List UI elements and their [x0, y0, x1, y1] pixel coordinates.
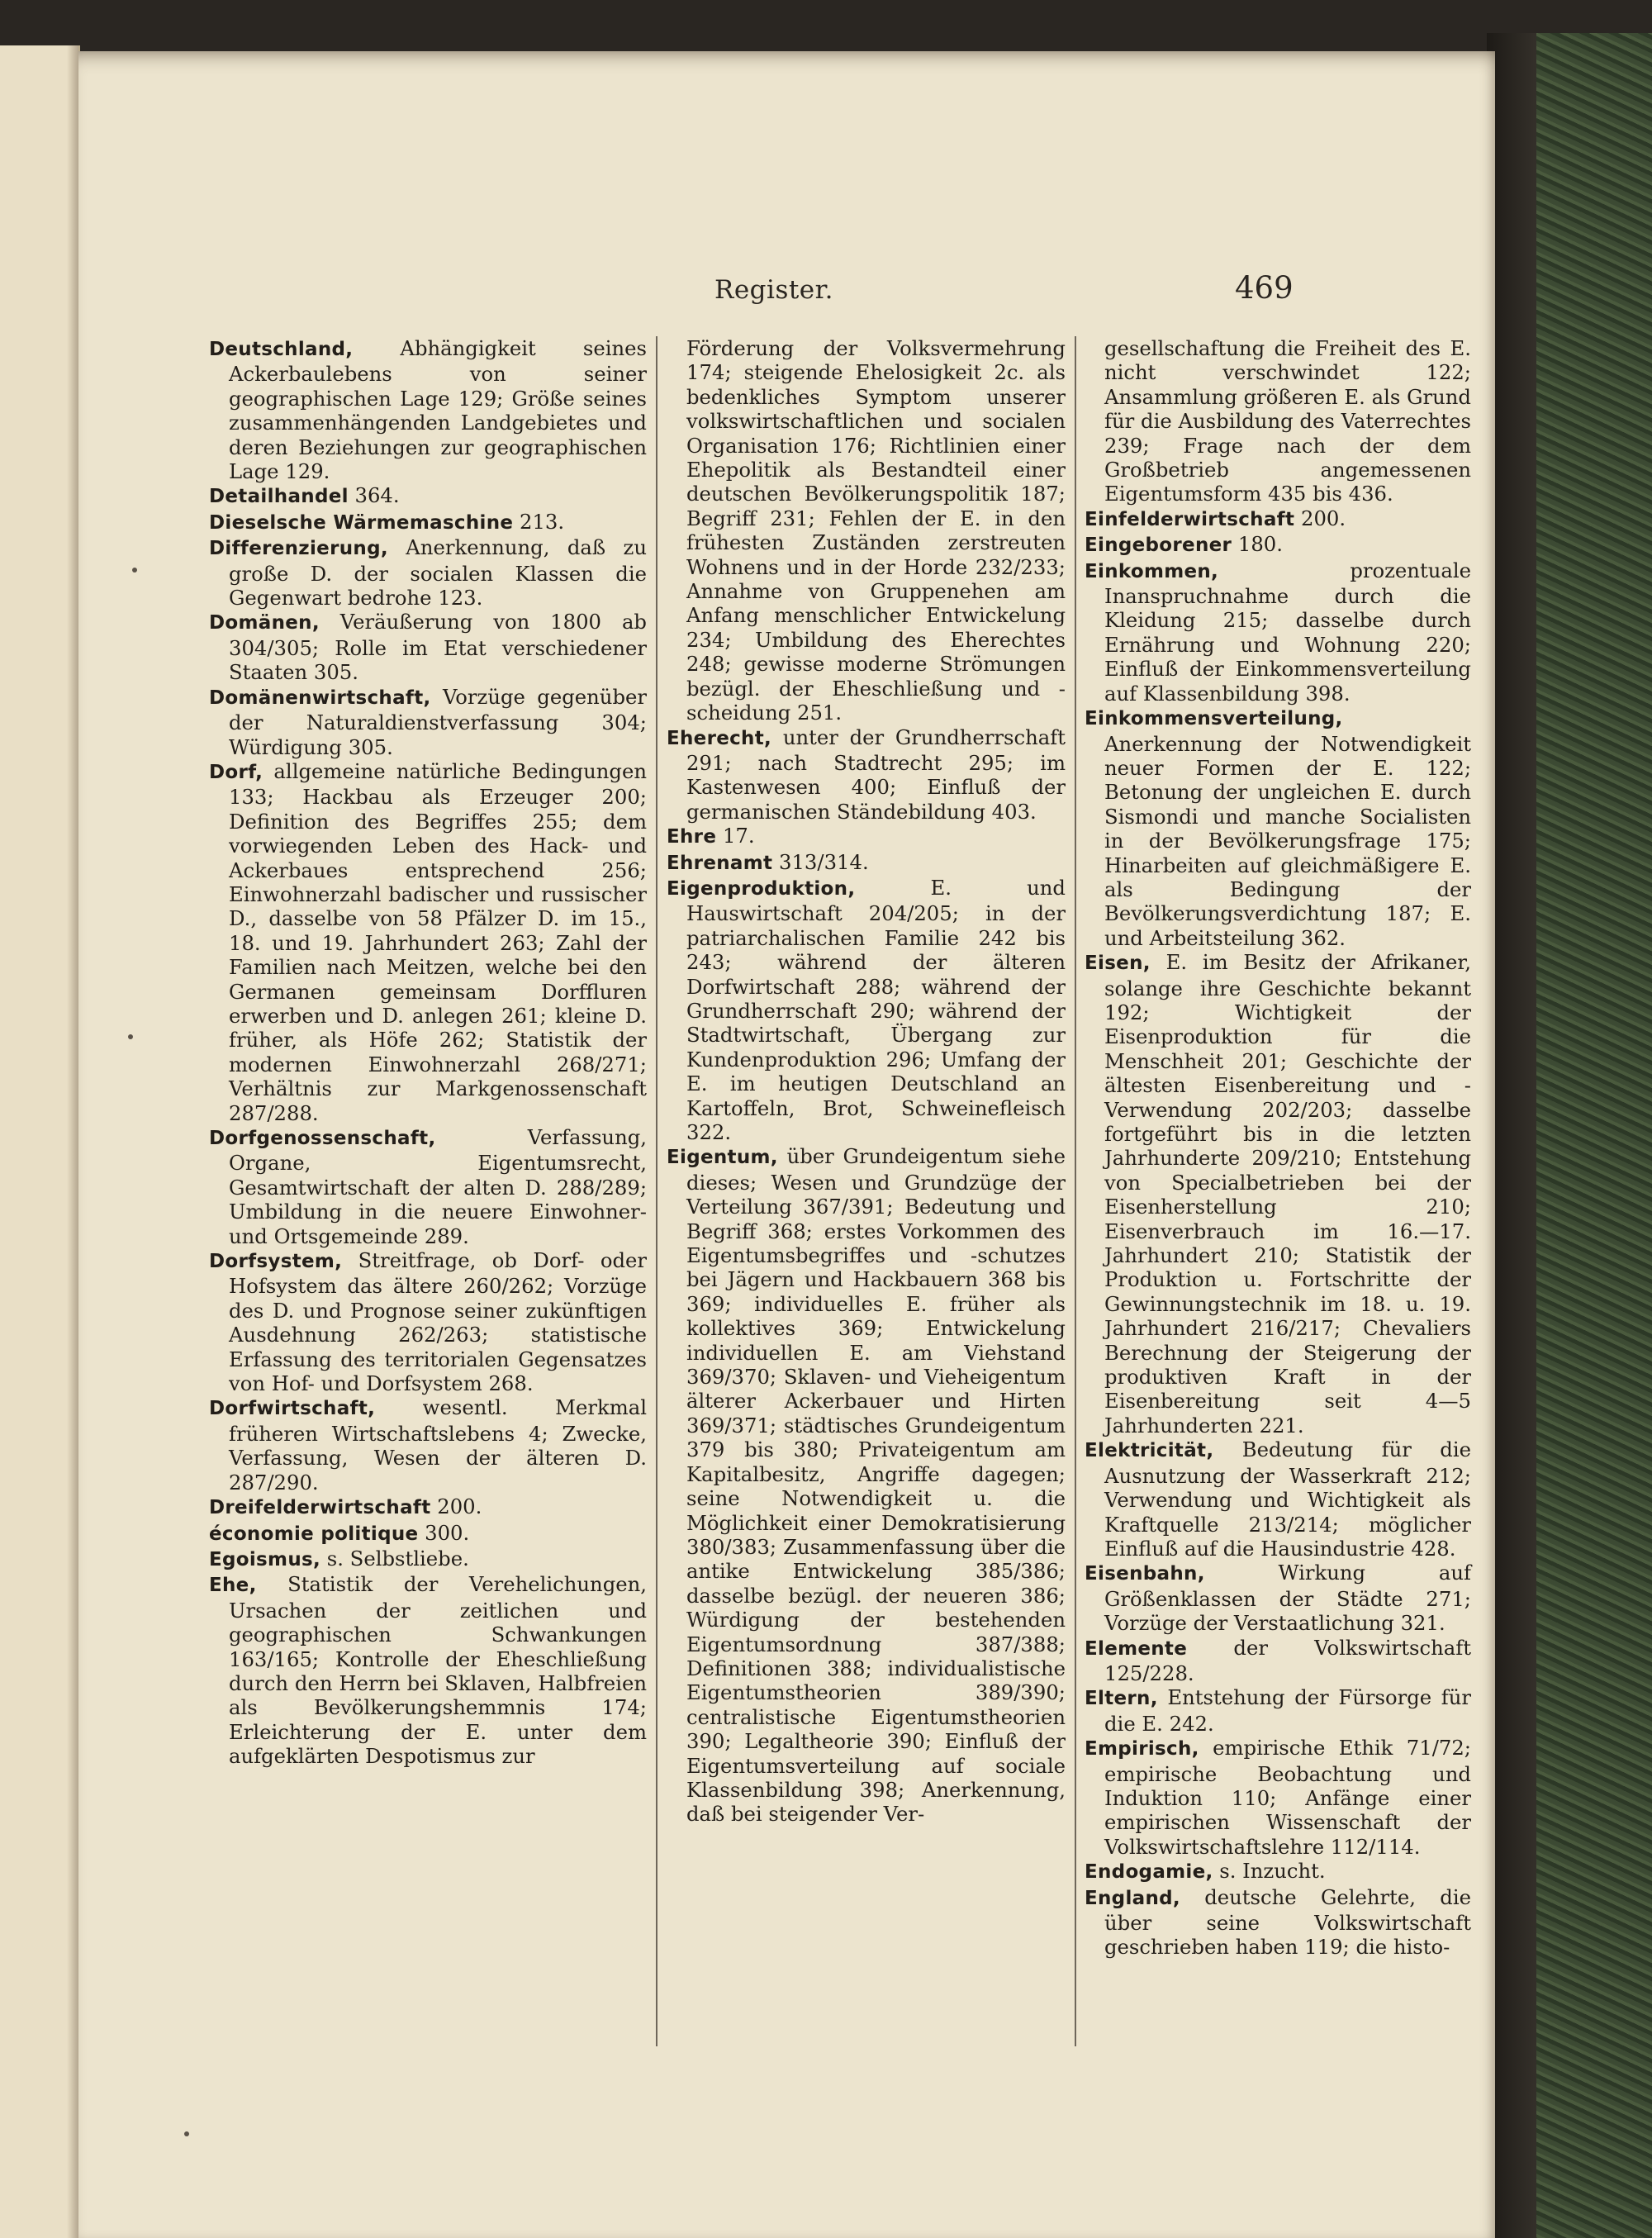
- index-references: allgemeine natürliche Bedingungen 133; Hackbau als Erzeuger 200; Definition des Begriffes 255; dem vorwiegenden Leben des Hack- und Ackerbaues entsprechend 256; Einwohnerzahl badischer und russischer D., dasselbe von 58 Pfälzer D. im 15., 18. und 19. Jahrhundert 263; Zahl der Familien nach Meitzen, welche bei den Germanen gemeinsam Dorffluren erwerben und D. anlegen 261; kleine D. früher, als Höfe 262; Statistik der modernen Einwohnerzahl 268/271; Verhältnis zur Markgenossenschaft 287/288.: [229, 758, 647, 1125]
- index-references: E. und Hauswirtschaft 204/205; in der patriarchalischen Familie 242 bis 243; während der älteren Dorfwirtschaft 288; während der Grundherrschaft 290; während der Stadtwirtschaft, Übergang zur Kundenproduktion 296; Umfang der E. im heutigen Deutschland an Kartoffeln, Brot, Schweinefleisch 322.: [686, 875, 1066, 1144]
- index-references: deutsche Gelehrte, die über seine Volkswirtschaft geschrieben haben 119; die histo-: [1104, 1884, 1471, 1960]
- index-headword: Elektricität,: [1085, 1440, 1214, 1462]
- index-entry: [667, 850, 1066, 876]
- index-headword: Eigentum,: [667, 1147, 778, 1169]
- index-headword: Elemente: [1085, 1637, 1188, 1660]
- index-headword: Ehe,: [209, 1575, 257, 1597]
- index-references: 364.: [348, 483, 400, 508]
- index-headword: Deutschland,: [209, 339, 354, 360]
- index-headword: Eigenproduktion,: [667, 877, 856, 900]
- index-references: gesellschaftung die Freiheit des E. nicht verschwindet 122; Ansammlung größeren E. als Grund für die Ausbildung des Vaterrechtes 239; Frage nach der dem Großbetrieb angemessenen Eigentumsform 435 bis 436.: [1104, 336, 1471, 506]
- index-references: Anerkennung, daß zu große D. der socialen Klassen die Gegenwart bedrohe 123.: [229, 535, 647, 611]
- book-page: [78, 51, 1495, 2238]
- index-entry: [1085, 1437, 1471, 1561]
- index-references: Streitfrage, ob Dorf- oder Hofsystem das ältere 260/262; Vorzüge des D. und Prognose seiner zukünftigen Ausdehnung 262/263; statistische Erfassung des territorialen Gegensatzes von Hof- und Dorfsystem 268.: [229, 1248, 647, 1396]
- index-entry: [1085, 1885, 1471, 1960]
- index-references: Statistik der Verehelichungen, Ursachen der zeitlichen und geographischen Schwankungen 163/165; Kontrolle der Eheschließung durch den Herrn bei Sklaven, Halbfreien als Bevölkerungshemmnis 174; Erleichterung der E. unter dem aufgeklärten Despotismus zur: [229, 1572, 647, 1769]
- index-references: wesentl. Merkmal früheren Wirtschaftslebens 4; Zwecke, Verfassung, Wesen der älteren D. 287/290.: [229, 1395, 647, 1494]
- index-entry: [1085, 1859, 1471, 1884]
- paper-speck: [128, 1034, 133, 1039]
- index-references: 17.: [716, 824, 755, 848]
- book-binding: [1487, 33, 1652, 2238]
- index-references: 213.: [513, 509, 565, 534]
- index-references: 313/314.: [772, 849, 869, 874]
- index-references: der Volkswirtschaft 125/228.: [1104, 1635, 1471, 1685]
- index-column-3: [1085, 336, 1471, 1960]
- index-references: 180.: [1232, 532, 1283, 557]
- running-head: Register.: [714, 275, 833, 305]
- index-headword: Eltern,: [1085, 1688, 1158, 1710]
- index-headword: England,: [1085, 1887, 1180, 1909]
- column-rule: [656, 336, 657, 2046]
- index-headword: Detailhandel: [209, 486, 349, 508]
- column-rule: [1075, 336, 1076, 2046]
- index-entry: [209, 535, 647, 610]
- index-references: 300.: [418, 1520, 470, 1545]
- index-entry: [667, 1144, 1066, 1826]
- paper-speck: [184, 2131, 189, 2136]
- index-headword: Eisenbahn,: [1085, 1563, 1205, 1585]
- index-entry: [209, 610, 647, 684]
- index-entry: [209, 1494, 647, 1520]
- index-headword: Ehre: [667, 826, 717, 848]
- index-references: E. im Besitz der Afrikaner, solange ihre Geschichte bekannt 192; Wichtigkeit der Eisenproduktion für die Menschheit 201; Geschichte der ältesten Eisenbereitung und -Verwendung 202/203; dasselbe fortgeführt bis in die letzten Jahrhunderte 209/210; Entstehung von Specialbetrieben bei der Eisenherstellung 210; Eisenverbrauch im 16.—17. Jahrhundert 210; Statistik der Produktion u. Fortschritte der Gewinnungstechnik im 18. u. 19. Jahrhundert 216/217; Chevaliers Berechnung der Steigerung der produktiven Kraft in der Eisenbereitung seit 4—5 Jahrhunderten 221.: [1104, 950, 1471, 1437]
- index-references: unter der Grundherrschaft 291; nach Stadtrecht 295; im Kastenwesen 400; Einfluß der germanischen Ständebildung 403.: [686, 725, 1066, 824]
- index-entry: [1085, 336, 1471, 506]
- index-entry: [209, 759, 647, 1125]
- index-references: über Grundeigentum siehe dieses; Wesen und Grundzüge der Verteilung 367/391; Bedeutung und Begriff 368; erstes Vorkommen des Eigentumsbegriffes und -schutzes bei Jägern und Hackbauern 368 bis 369; individuelles E. früher als kollektives 369; Entwickelung individuellen E. am Viehstand 369/370; Sklaven- und Vieheigentum älterer Ackerbauer und Hirten 369/371; städtisches Grundeigentum 379 bis 380; Privateigentum am Kapitalbesitz, Angriffe dagegen; seine Notwendigkeit u. die Möglichkeit einer Demokratisierung 380/383; Zusammenfassung über die antike Entwickelung 385/386; dasselbe bezügl. der neueren 386; Würdigung der bestehenden Eigentumsordnung 387/388; Definitionen 388; individualistische Eigentumstheorien 389/390; centralistische Eigentumstheorien 390; Legaltheorie 390; Einfluß der Eigentumsverteilung auf sociale Klassenbildung 398; Anerkennung, daß bei steigender Ver-: [686, 1144, 1066, 1827]
- index-references: s. Inzucht.: [1213, 1859, 1326, 1884]
- index-headword: Dorfwirtschaft,: [209, 1398, 376, 1420]
- index-references: Vorzüge gegenüber der Naturaldienstverfassung 304; Würdigung 305.: [229, 684, 647, 759]
- index-entry: [1085, 1736, 1471, 1859]
- index-column-2: [667, 336, 1066, 1827]
- index-entry: [667, 336, 1066, 725]
- index-entry: [1085, 1636, 1471, 1686]
- index-references: Anerkennung der Notwendigkeit neuer Formen der E. 122; Betonung der ungleichen E. durch Sismondi und manche Socialisten in der Bevölkerungsfrage 175; Hinarbeiten auf gleichmäßigere E. als Bedingung der Bevölkerungsverdichtung 187; E. und Arbeitsteilung 362.: [1104, 731, 1471, 950]
- index-headword: Dorf,: [209, 761, 263, 783]
- index-references: Verfassung, Organe, Eigentumsrecht, Gesamtwirtschaft der alten D. 288/289; Umbildung in die neuere Einwohner- und Ortsgemeinde 289.: [229, 1125, 647, 1248]
- index-entry: [209, 336, 647, 483]
- index-entry: [667, 876, 1066, 1144]
- index-references: 200.: [1294, 506, 1346, 530]
- page-number: 469: [1235, 270, 1294, 306]
- index-references: s. Selbstliebe.: [320, 1546, 469, 1570]
- index-entry: [1085, 1561, 1471, 1635]
- index-references: Wirkung auf Größenklassen der Städte 271; Vorzüge der Verstaatlichung 321.: [1104, 1561, 1471, 1636]
- index-headword: Dieselsche Wärmemaschine: [209, 511, 514, 534]
- index-entry: [1085, 706, 1471, 950]
- index-headword: Dorfgenossenschaft,: [209, 1128, 436, 1149]
- index-references: Veräußerung von 1800 ab 304/305; Rolle im Etat verschiedener Staaten 305.: [229, 610, 647, 685]
- index-references: Bedeutung für die Ausnutzung der Wasserkraft 212; Verwendung und Wichtigkeit als Kraftquelle 213/214; möglicher Einfluß auf die Hausindustrie 428.: [1104, 1437, 1471, 1561]
- index-entry: [1085, 950, 1471, 1437]
- index-references: empirische Ethik 71/72; empirische Beobachtung und Induktion 110; Anfänge einer empirischen Wissenschaft der Volkswirtschaftslehre 112/114.: [1104, 1736, 1471, 1859]
- index-references: 200.: [430, 1494, 482, 1519]
- index-references: prozentuale Inanspruchnahme durch die Kleidung 215; dasselbe durch Ernährung und Wohnung 220; Einfluß der Einkommensverteilung auf Klassenbildung 398.: [1104, 558, 1471, 706]
- index-headword: Einfelderwirtschaft: [1085, 508, 1295, 530]
- index-references: Abhängigkeit seines Ackerbaulebens von seiner geographischen Lage 129; Größe seines zusammenhängenden Landgebietes und deren Beziehungen zur geographischen Lage 129.: [229, 336, 647, 484]
- index-entry: [209, 1125, 647, 1248]
- index-headword: Domänen,: [209, 612, 320, 634]
- index-headword: Empirisch,: [1085, 1738, 1199, 1760]
- index-entry: [209, 510, 647, 535]
- index-headword: Dreifelderwirtschaft: [209, 1497, 431, 1519]
- page-header: [78, 270, 1495, 320]
- index-headword: Domänenwirtschaft,: [209, 687, 431, 709]
- index-headword: Endogamie,: [1085, 1861, 1213, 1884]
- index-headword: Einkommen,: [1085, 560, 1219, 582]
- index-references: Entstehung der Fürsorge für die E. 242.: [1104, 1685, 1471, 1736]
- index-entry: [667, 725, 1066, 824]
- index-entry: [1085, 1685, 1471, 1736]
- paper-speck: [132, 568, 137, 573]
- index-entry: [1085, 506, 1471, 532]
- index-entry: [209, 685, 647, 759]
- index-headword: Ehrenamt: [667, 852, 773, 874]
- index-headword: Eingeborener: [1085, 535, 1232, 557]
- index-headword: Egoismus,: [209, 1548, 321, 1570]
- index-headword: Einkommensverteilung,: [1085, 708, 1343, 730]
- index-references: Förderung der Volksvermehrung 174; steigende Ehelosigkeit 2c. als bedenkliches Symptom unserer volkswirtschaftlichen und socialen Organisation 176; Richtlinien einer Ehepolitik als Bestandteil einer deutschen Bevölkerungspolitik 187; Begriff 231; Fehlen der E. in den frühesten Zuständen zerstreuten Wohnens und in der Horde 232/233; Annahme von Gruppenehen am Anfang menschlicher Entwickelung 234; Umbildung des Eherechtes 248; gewisse moderne Strömungen bezügl. der Eheschließung und -scheidung 251.: [686, 336, 1066, 725]
- index-headword: économie politique: [209, 1523, 419, 1545]
- index-headword: Differenzierung,: [209, 538, 388, 560]
- index-entry: [1085, 558, 1471, 706]
- index-headword: Dorfsystem,: [209, 1251, 343, 1273]
- index-entry: [209, 1248, 647, 1395]
- index-entry: [667, 824, 1066, 849]
- index-entry: [1085, 532, 1471, 558]
- index-headword: Eherecht,: [667, 727, 772, 749]
- index-entry: [209, 1547, 647, 1572]
- index-entry: [209, 1395, 647, 1494]
- index-entry: [209, 483, 647, 509]
- facing-page-edge: [0, 45, 80, 2238]
- index-entry: [209, 1572, 647, 1768]
- index-headword: Eisen,: [1085, 953, 1151, 975]
- index-entry: [209, 1521, 647, 1547]
- index-column-1: [209, 336, 647, 1769]
